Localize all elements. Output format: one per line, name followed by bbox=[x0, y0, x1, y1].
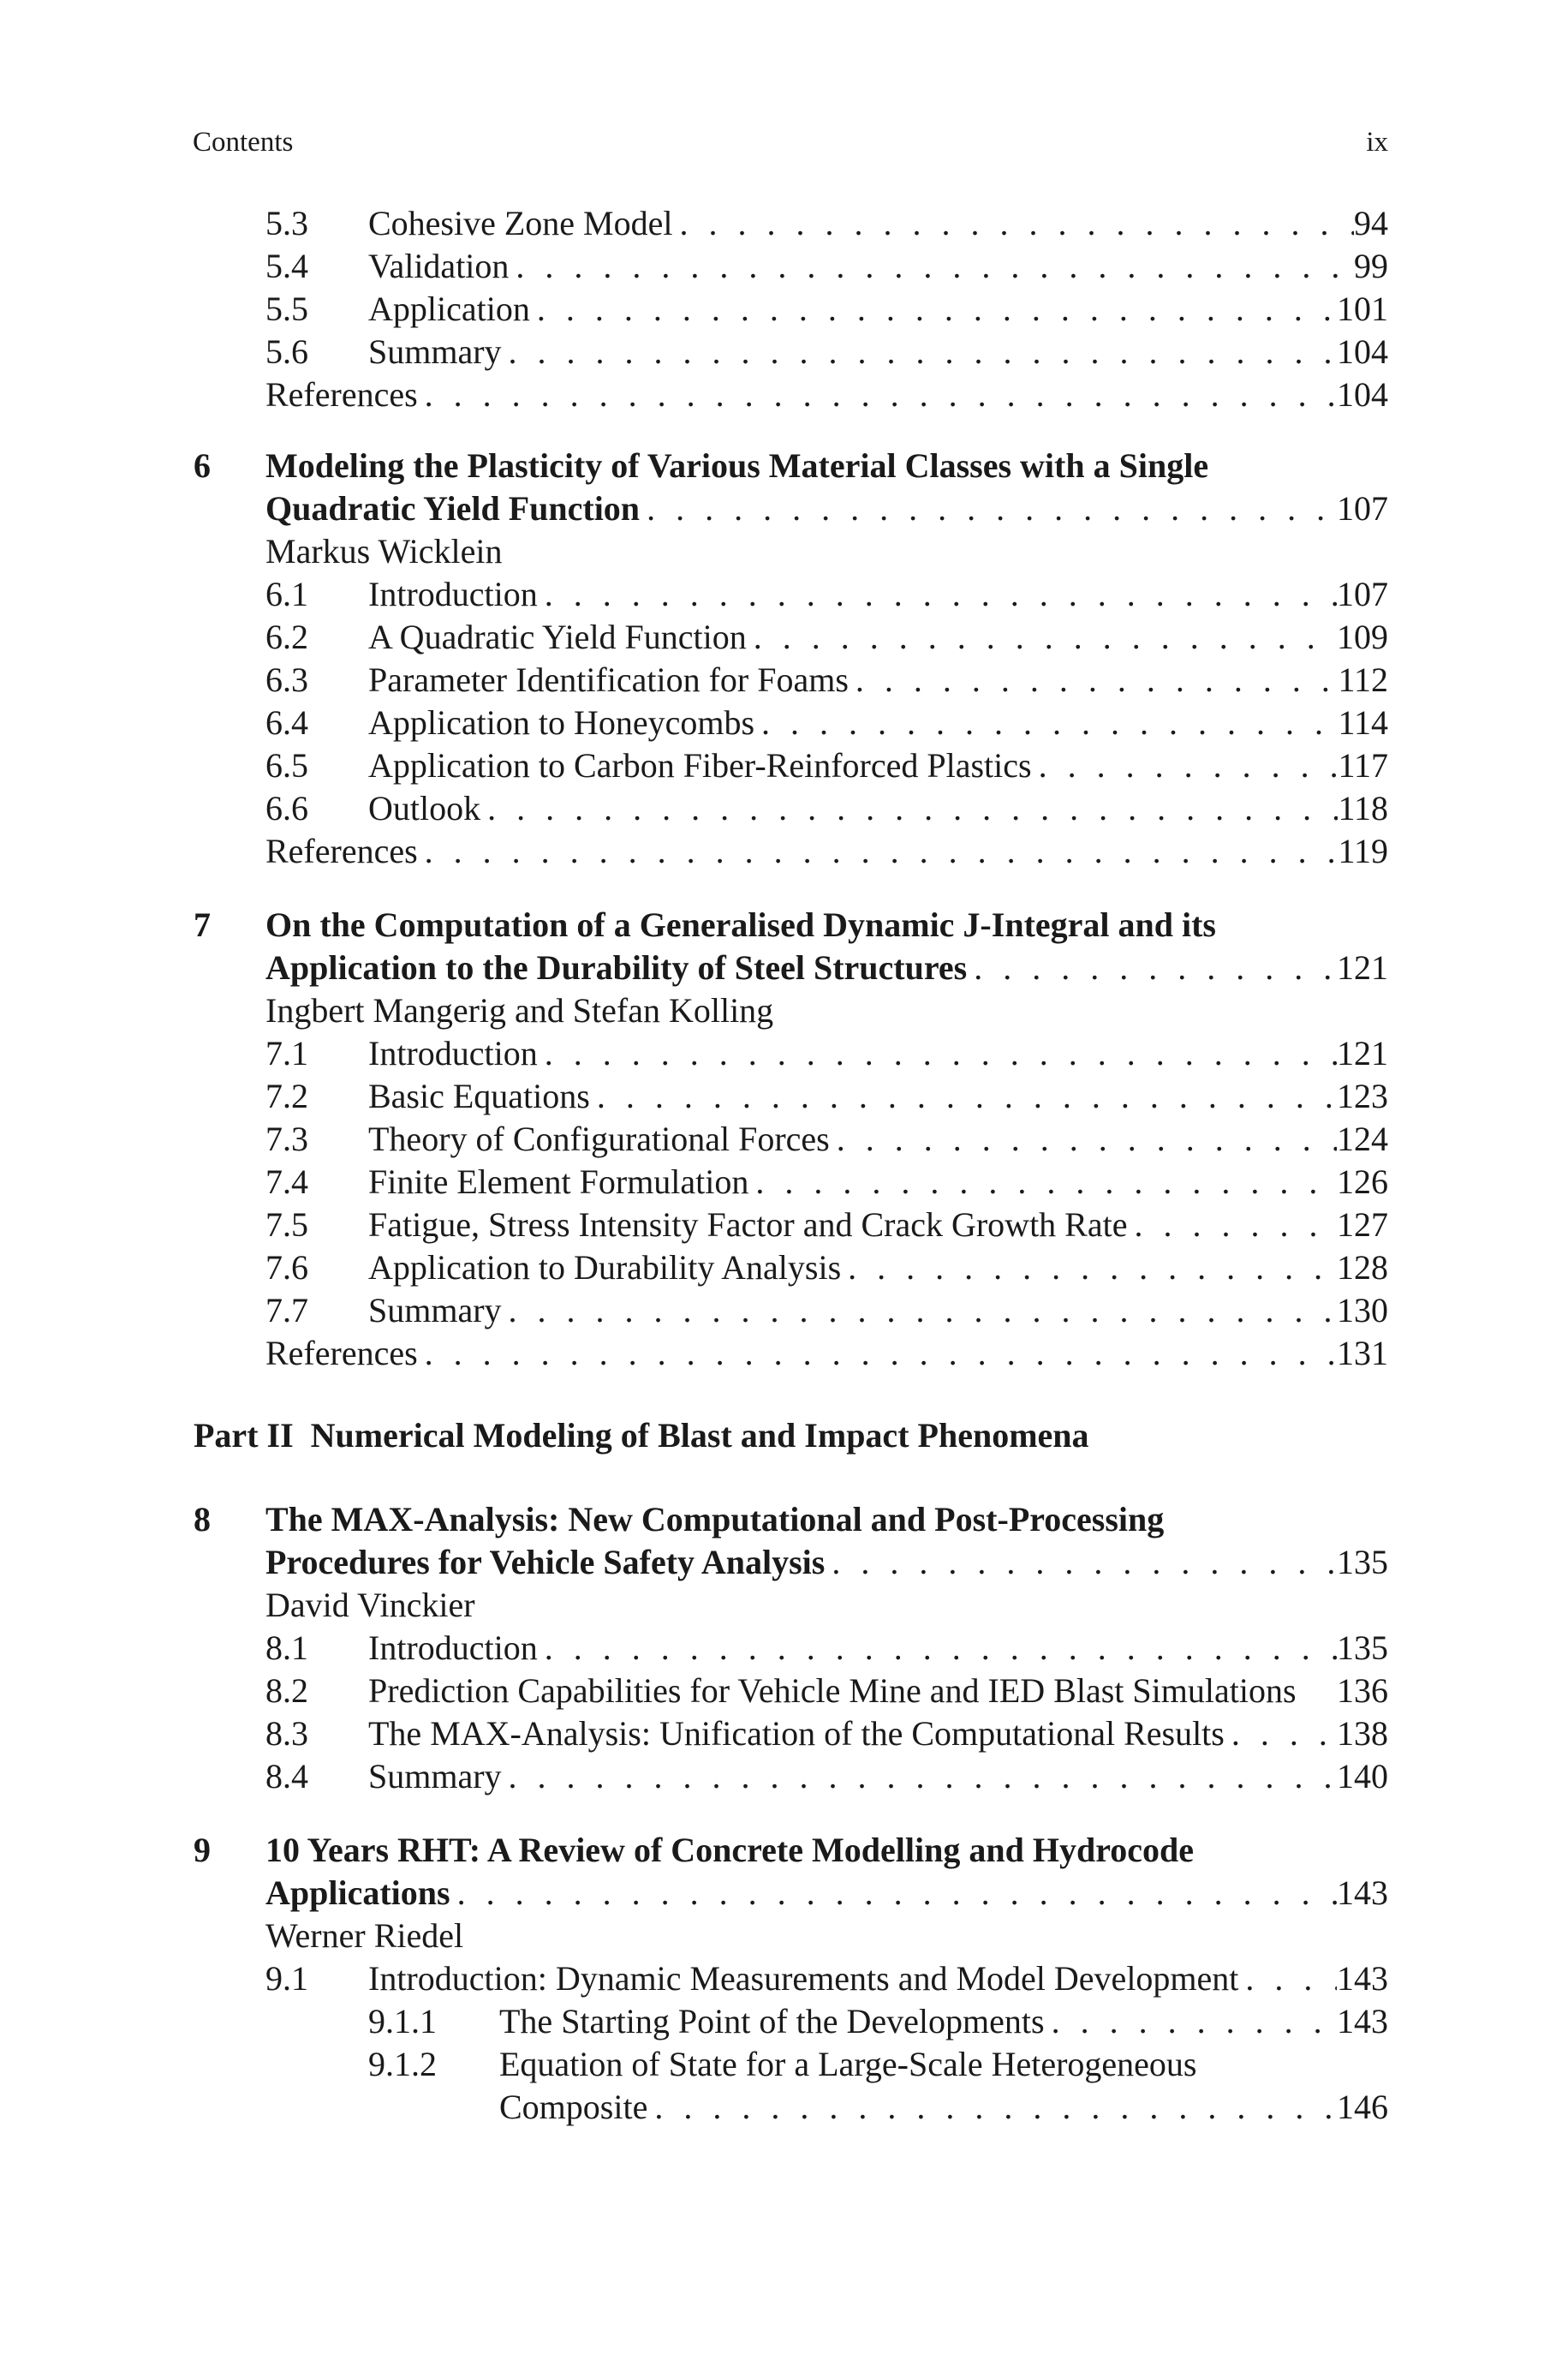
part-title: Part II Numerical Modeling of Blast and Impact Phenomena bbox=[194, 1416, 1089, 1455]
toc-chapter-entry[interactable] bbox=[0, 1829, 1568, 1872]
section-title: Cohesive Zone Model bbox=[368, 204, 673, 242]
toc-chapter-entry[interactable] bbox=[0, 904, 1568, 947]
dot-leader bbox=[502, 1289, 1337, 1332]
toc-section-entry[interactable] bbox=[0, 331, 1568, 373]
section-number: 5.5 bbox=[265, 290, 308, 328]
section-page: 124 bbox=[1337, 1120, 1388, 1158]
toc-section-entry[interactable] bbox=[0, 1670, 1568, 1712]
dot-leader bbox=[480, 787, 1338, 830]
section-title: Introduction bbox=[368, 1628, 538, 1667]
running-header-title: Contents bbox=[193, 127, 294, 158]
section-page: 121 bbox=[1337, 1034, 1388, 1072]
section-title: Fatigue, Stress Intensity Factor and Crack Growth Rate bbox=[368, 1205, 1128, 1244]
dot-leader bbox=[538, 1032, 1337, 1075]
toc-section-entry[interactable] bbox=[0, 787, 1568, 830]
dot-leader bbox=[640, 487, 1337, 530]
toc-subsection-entry[interactable] bbox=[0, 2000, 1568, 2043]
references-page: 119 bbox=[1338, 832, 1388, 870]
chapter-title: 10 Years RHT: A Review of Concrete Modelling and Hydrocode bbox=[265, 1831, 1194, 1869]
chapter-number: 7 bbox=[194, 905, 211, 944]
chapter-authors bbox=[0, 1915, 1568, 1957]
toc-subsection-entry[interactable] bbox=[0, 2043, 1568, 2086]
section-page: 135 bbox=[1337, 1628, 1388, 1667]
section-page: 107 bbox=[1337, 575, 1388, 613]
chapter-title: Procedures for Vehicle Safety Analysis bbox=[265, 1543, 826, 1581]
section-page: 112 bbox=[1338, 660, 1388, 699]
chapter-page: 143 bbox=[1337, 1873, 1388, 1912]
section-number: 6.5 bbox=[265, 746, 308, 785]
references-title: References bbox=[265, 832, 418, 870]
dot-leader bbox=[1032, 744, 1338, 787]
section-title: Summary bbox=[368, 1757, 502, 1795]
section-number: 8.3 bbox=[265, 1714, 308, 1753]
dot-leader bbox=[1045, 2000, 1337, 2043]
section-title: Basic Equations bbox=[368, 1077, 590, 1115]
author-names: David Vinckier bbox=[265, 1586, 475, 1624]
author-names: Ingbert Mangerig and Stefan Kolling bbox=[265, 991, 774, 1030]
chapter-number: 8 bbox=[194, 1500, 211, 1539]
chapter-number: 6 bbox=[194, 446, 211, 485]
dot-leader bbox=[825, 1541, 1337, 1584]
toc-section-entry[interactable] bbox=[0, 1161, 1568, 1204]
section-title: Parameter Identification for Foams bbox=[368, 660, 849, 699]
dot-leader bbox=[849, 659, 1338, 702]
section-page: 128 bbox=[1337, 1248, 1388, 1287]
section-title: Application to Durability Analysis bbox=[368, 1248, 842, 1287]
section-number: 7.6 bbox=[265, 1248, 308, 1287]
references-page: 104 bbox=[1337, 375, 1388, 414]
section-title: Prediction Capabilities for Vehicle Mine and IED Blast Simulations bbox=[368, 1671, 1297, 1710]
subsection-title: Composite bbox=[499, 2088, 648, 2126]
toc-subsection-entry-cont[interactable] bbox=[0, 2086, 1568, 2129]
section-page: 140 bbox=[1337, 1757, 1388, 1795]
toc-section-entry[interactable] bbox=[0, 616, 1568, 659]
toc-section-entry[interactable] bbox=[0, 288, 1568, 331]
section-number: 6.2 bbox=[265, 618, 308, 656]
section-number: 5.6 bbox=[265, 332, 308, 371]
chapter-number: 9 bbox=[194, 1831, 211, 1869]
section-title: A Quadratic Yield Function bbox=[368, 618, 747, 656]
section-page: 123 bbox=[1337, 1077, 1388, 1115]
toc-chapter-entry-cont[interactable] bbox=[0, 1872, 1568, 1915]
toc-chapter-entry-cont[interactable] bbox=[0, 947, 1568, 989]
section-title: Introduction: Dynamic Measurements and Model Development bbox=[368, 1959, 1239, 1998]
section-number: 8.4 bbox=[265, 1757, 308, 1795]
section-number: 5.3 bbox=[265, 204, 308, 242]
section-number: 6.4 bbox=[265, 703, 308, 742]
subsection-page: 143 bbox=[1337, 2002, 1388, 2040]
author-names: Werner Riedel bbox=[265, 1916, 464, 1955]
dot-leader bbox=[647, 2086, 1337, 2129]
section-page: 94 bbox=[1354, 204, 1388, 242]
section-title: Application bbox=[368, 290, 530, 328]
dot-leader bbox=[673, 202, 1355, 245]
section-number: 6.6 bbox=[265, 789, 308, 828]
section-page: 114 bbox=[1338, 703, 1388, 742]
chapter-title: Applications bbox=[265, 1873, 450, 1912]
section-page: 101 bbox=[1337, 290, 1388, 328]
dot-leader bbox=[418, 373, 1337, 416]
section-page: 117 bbox=[1338, 746, 1388, 785]
section-page: 104 bbox=[1337, 332, 1388, 371]
section-page: 136 bbox=[1337, 1671, 1388, 1710]
section-title: Outlook bbox=[368, 789, 481, 828]
chapter-authors bbox=[0, 989, 1568, 1032]
toc-section-entry[interactable] bbox=[0, 245, 1568, 288]
dot-leader bbox=[538, 573, 1337, 616]
dot-leader bbox=[502, 331, 1337, 373]
toc-section-entry[interactable] bbox=[0, 744, 1568, 787]
dot-leader bbox=[967, 947, 1337, 989]
toc-section-entry[interactable] bbox=[0, 1246, 1568, 1289]
dot-leader bbox=[530, 288, 1337, 331]
section-page: 127 bbox=[1337, 1205, 1388, 1244]
references-title: References bbox=[265, 375, 418, 414]
section-number: 7.7 bbox=[265, 1291, 308, 1329]
section-page: 109 bbox=[1337, 618, 1388, 656]
chapter-title: On the Computation of a Generalised Dynamic J-Integral and its bbox=[265, 905, 1216, 944]
section-number: 8.1 bbox=[265, 1628, 308, 1667]
toc-section-entry[interactable] bbox=[0, 659, 1568, 702]
dot-leader bbox=[450, 1872, 1337, 1915]
dot-leader bbox=[1127, 1204, 1337, 1246]
toc-section-entry[interactable] bbox=[0, 1712, 1568, 1755]
section-number: 5.4 bbox=[265, 247, 308, 285]
subsection-page: 146 bbox=[1337, 2088, 1388, 2126]
dot-leader bbox=[1238, 1957, 1337, 2000]
section-page: 99 bbox=[1354, 247, 1388, 285]
author-names: Markus Wicklein bbox=[265, 532, 503, 571]
section-number: 6.3 bbox=[265, 660, 308, 699]
subsection-number: 9.1.1 bbox=[368, 2002, 437, 2040]
chapter-page: 107 bbox=[1337, 489, 1388, 528]
section-number: 7.4 bbox=[265, 1162, 308, 1201]
chapter-title: The MAX-Analysis: New Computational and Post-Processing bbox=[265, 1500, 1165, 1539]
toc-section-entry[interactable] bbox=[0, 202, 1568, 245]
section-number: 7.1 bbox=[265, 1034, 308, 1072]
toc-references-entry[interactable] bbox=[0, 830, 1568, 873]
dot-leader bbox=[590, 1075, 1337, 1118]
chapter-title: Modeling the Plasticity of Various Material Classes with a Single bbox=[265, 446, 1209, 485]
dot-leader bbox=[747, 616, 1337, 659]
subsection-title: Equation of State for a Large-Scale Heterogeneous bbox=[499, 2045, 1197, 2083]
section-number: 6.1 bbox=[265, 575, 308, 613]
section-title: Application to Honeycombs bbox=[368, 703, 755, 742]
dot-leader bbox=[830, 1118, 1337, 1161]
subsection-title: The Starting Point of the Developments bbox=[499, 2002, 1045, 2040]
toc-section-entry[interactable] bbox=[0, 573, 1568, 616]
dot-leader bbox=[748, 1161, 1337, 1204]
section-number: 9.1 bbox=[265, 1959, 308, 1998]
toc-section-entry[interactable] bbox=[0, 1289, 1568, 1332]
toc-chapter-entry[interactable] bbox=[0, 445, 1568, 487]
toc-section-entry[interactable] bbox=[0, 1075, 1568, 1118]
toc-references-entry[interactable] bbox=[0, 373, 1568, 416]
section-page: 130 bbox=[1337, 1291, 1388, 1329]
toc-chapter-entry-cont[interactable] bbox=[0, 487, 1568, 530]
references-page: 131 bbox=[1337, 1334, 1388, 1372]
toc-part-heading[interactable] bbox=[0, 1414, 1568, 1457]
toc-references-entry[interactable] bbox=[0, 1332, 1568, 1375]
section-number: 8.2 bbox=[265, 1671, 308, 1710]
subsection-number: 9.1.2 bbox=[368, 2045, 437, 2083]
section-title: Introduction bbox=[368, 1034, 538, 1072]
toc-section-entry[interactable] bbox=[0, 1032, 1568, 1075]
dot-leader bbox=[754, 702, 1338, 744]
section-title: Finite Element Formulation bbox=[368, 1162, 749, 1201]
toc-section-entry[interactable] bbox=[0, 1957, 1568, 2000]
references-title: References bbox=[265, 1334, 418, 1372]
section-page: 118 bbox=[1338, 789, 1388, 828]
dot-leader bbox=[502, 1755, 1337, 1798]
section-number: 7.2 bbox=[265, 1077, 308, 1115]
page-number: ix bbox=[1366, 127, 1388, 158]
section-title: Summary bbox=[368, 1291, 502, 1329]
section-page: 138 bbox=[1337, 1714, 1388, 1753]
chapter-title: Application to the Durability of Steel Structures bbox=[265, 948, 968, 987]
section-title: Summary bbox=[368, 332, 502, 371]
section-page: 126 bbox=[1337, 1162, 1388, 1201]
section-page: 143 bbox=[1337, 1959, 1388, 1998]
toc-section-entry[interactable] bbox=[0, 1118, 1568, 1161]
toc-section-entry[interactable] bbox=[0, 1204, 1568, 1246]
section-number: 7.3 bbox=[265, 1120, 308, 1158]
toc-chapter-entry[interactable] bbox=[0, 1498, 1568, 1541]
dot-leader bbox=[841, 1246, 1337, 1289]
dot-leader bbox=[538, 1627, 1337, 1670]
toc-chapter-entry-cont[interactable] bbox=[0, 1541, 1568, 1584]
chapter-page: 135 bbox=[1337, 1543, 1388, 1581]
chapter-page: 121 bbox=[1337, 948, 1388, 987]
running-header bbox=[193, 127, 1388, 168]
section-title: Theory of Configurational Forces bbox=[368, 1120, 830, 1158]
chapter-title: Quadratic Yield Function bbox=[265, 489, 641, 528]
section-title: Application to Carbon Fiber-Reinforced Plastics bbox=[368, 746, 1032, 785]
chapter-authors bbox=[0, 530, 1568, 573]
section-title: Validation bbox=[368, 247, 510, 285]
dot-leader bbox=[418, 1332, 1337, 1375]
section-title: Introduction bbox=[368, 575, 538, 613]
toc-section-entry[interactable] bbox=[0, 1627, 1568, 1670]
dot-leader bbox=[418, 830, 1338, 873]
section-title: The MAX-Analysis: Unification of the Computational Results bbox=[368, 1714, 1225, 1753]
chapter-authors bbox=[0, 1584, 1568, 1627]
dot-leader bbox=[509, 245, 1354, 288]
dot-leader bbox=[1225, 1712, 1337, 1755]
section-number: 7.5 bbox=[265, 1205, 308, 1244]
toc-section-entry[interactable] bbox=[0, 702, 1568, 744]
toc-section-entry[interactable] bbox=[0, 1755, 1568, 1798]
